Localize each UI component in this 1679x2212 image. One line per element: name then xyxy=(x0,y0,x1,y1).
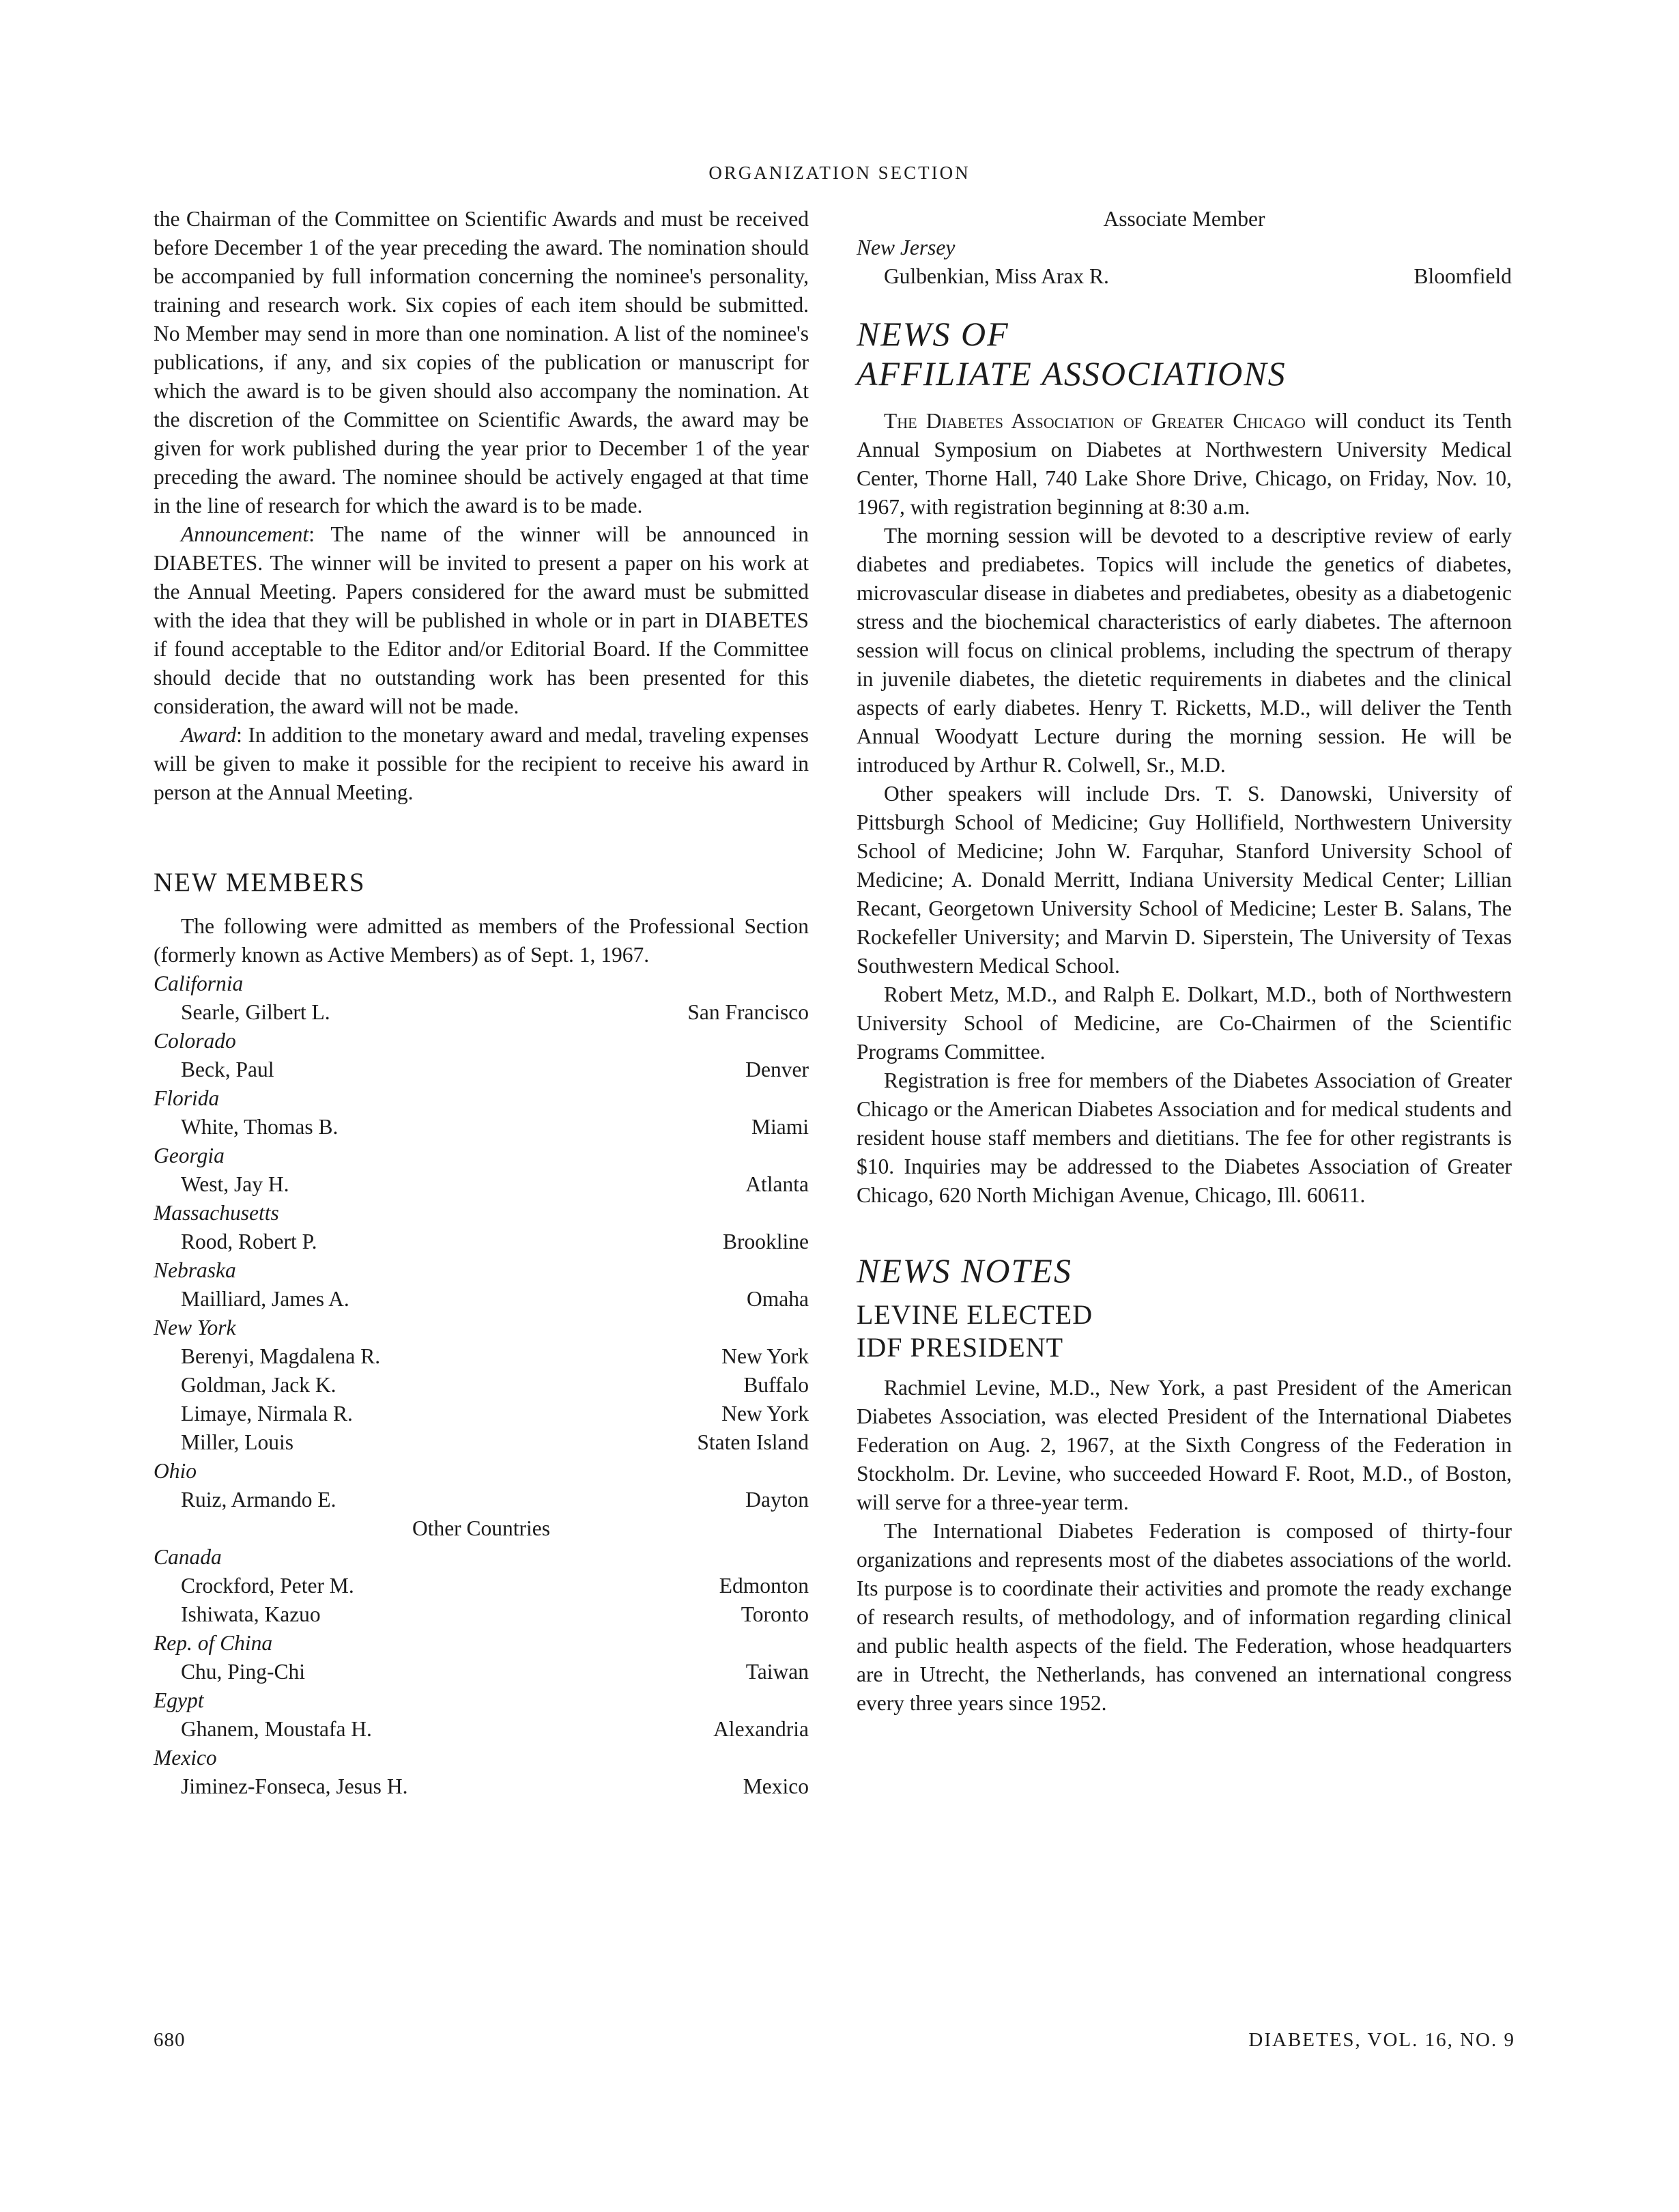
member-state: Rep. of China xyxy=(154,1631,273,1655)
affiliate-heading-line1: NEWS OF xyxy=(857,315,1009,353)
us-member-list xyxy=(154,969,809,1514)
member-entry xyxy=(154,1285,809,1314)
affiliate-paragraph-4: Robert Metz, M.D., and Ralph E. Dolkart, M.D., both of Northwestern University School of Medicine, are Co-Chairmen of the Scientific Programs Committee. xyxy=(857,982,1512,1064)
member-entry xyxy=(154,1228,809,1256)
affiliate-heading xyxy=(857,314,1512,393)
levine-heading-line2: IDF PRESIDENT xyxy=(857,1332,1064,1363)
member-name: Berenyi, Magdalena R. xyxy=(181,1344,381,1368)
member-state: Egypt xyxy=(154,1688,204,1712)
associate-member-heading: Associate Member xyxy=(1103,207,1265,231)
member-city: New York xyxy=(721,1344,809,1368)
member-entry xyxy=(154,1428,809,1457)
member-name: Goldman, Jack K. xyxy=(181,1373,336,1397)
member-name: Limaye, Nirmala R. xyxy=(181,1402,353,1426)
member-city: San Francisco xyxy=(687,1000,809,1024)
member-state: New York xyxy=(154,1316,236,1339)
member-entry xyxy=(154,1658,809,1686)
levine-heading-line1: LEVINE ELECTED xyxy=(857,1299,1093,1330)
member-entry xyxy=(154,1113,809,1142)
member-city: Dayton xyxy=(745,1488,809,1512)
member-name: Miller, Louis xyxy=(181,1430,293,1454)
member-city: Staten Island xyxy=(697,1430,809,1454)
member-city: New York xyxy=(721,1402,809,1426)
member-name: West, Jay H. xyxy=(181,1172,289,1196)
member-city: Toronto xyxy=(741,1602,809,1626)
announcement-paragraph xyxy=(154,520,809,721)
member-name: Jiminez-Fonseca, Jesus H. xyxy=(181,1774,408,1798)
member-name: Searle, Gilbert L. xyxy=(181,1000,330,1024)
levine-paragraph-1: Rachmiel Levine, M.D., New York, a past President of the American Diabetes Association, was elected President of the International Diabetes Federation on Aug. 2, 1967, at the Sixth Congress of the Federation in Stockholm. Dr. Levine, who succeeded Howard F. Root, M.D., of Boston, will serve for a three-year term. xyxy=(857,1376,1512,1514)
chicago-association-name: The Diabetes Association of Greater Chicago xyxy=(884,409,1306,433)
member-city: Omaha xyxy=(747,1287,809,1311)
page-number: 680 xyxy=(154,2029,186,2051)
member-entry xyxy=(154,1486,809,1514)
member-name: Ruiz, Armando E. xyxy=(181,1488,336,1512)
affiliate-paragraph-1 xyxy=(857,407,1512,522)
member-state: Mexico xyxy=(154,1746,217,1770)
member-name: White, Thomas B. xyxy=(181,1115,339,1139)
member-state: Georgia xyxy=(154,1144,225,1167)
member-entry xyxy=(154,1400,809,1428)
member-state: Ohio xyxy=(154,1459,197,1483)
member-entry xyxy=(154,1342,809,1371)
affiliate-heading-line2: AFFILIATE ASSOCIATIONS xyxy=(857,354,1287,393)
member-entry xyxy=(154,1055,809,1084)
member-state: California xyxy=(154,972,244,995)
left-column xyxy=(154,205,809,1801)
other-countries-heading: Other Countries xyxy=(412,1516,551,1540)
affiliate-paragraph-2: The morning session will be devoted to a descriptive review of early diabetes and prediabetes. Topics will include the genetics of diabetes, microvascular disease in diabetes and prediabetes, obesity as a diabetogenic stress and the biochemical characteristics of early diabetes. The afternoon session will focus on clinical problems, including the spectrum of therapy in juvenile diabetes, the dietetic requirements in diabetes and the clinical aspects of early diabetes. Henry T. Ricketts, M.D., will deliver the Tenth Annual Woodyatt Lecture during the morning session. He will be introduced by Arthur R. Colwell, Sr., M.D. xyxy=(857,524,1512,777)
member-city: Brookline xyxy=(723,1230,809,1253)
member-entry xyxy=(857,262,1512,291)
member-name: Rood, Robert P. xyxy=(181,1230,317,1253)
member-entry xyxy=(154,998,809,1027)
new-members-intro: The following were admitted as members of the Professional Section (formerly known as Active Members) as of Sept. 1, 1967. xyxy=(154,914,809,967)
member-city: Bloomfield xyxy=(1413,264,1512,288)
member-city: Mexico xyxy=(743,1774,809,1798)
member-state: Colorado xyxy=(154,1029,236,1053)
member-name: Chu, Ping-Chi xyxy=(181,1660,306,1684)
member-name: Mailliard, James A. xyxy=(181,1287,349,1311)
affiliate-paragraph-1-text: will conduct its Tenth Annual Symposium on Diabetes at Northwestern University Medical Center, Thorne Hall, 740 Lake Shore Drive, Chicago, on Friday, Nov. 10, 1967, with registration beginning at 8:30 a.m. xyxy=(857,409,1512,519)
member-city: Taiwan xyxy=(745,1660,809,1684)
member-state: Massachusetts xyxy=(154,1201,279,1225)
award-text: : In addition to the monetary award and medal, traveling expenses will be given to make it possible for the recipient to receive his award in person at the Annual Meeting. xyxy=(154,723,809,804)
member-city: Alexandria xyxy=(713,1717,809,1741)
announcement-text: : The name of the winner will be announced in DIABETES. The winner will be invited to present a paper on his work at the Annual Meeting. Papers considered for the award must be submitted with the idea that they will be published in whole or in part in DIABETES if found acceptable to the Editor and/or Editorial Board. If the Committee should decide that no outstanding work has been presented for this consideration, the award will not be made. xyxy=(154,522,809,718)
member-city: Edmonton xyxy=(719,1574,809,1598)
member-name: Gulbenkian, Miss Arax R. xyxy=(884,264,1109,288)
member-state: New Jersey xyxy=(857,236,956,259)
member-city: Denver xyxy=(745,1058,809,1081)
journal-citation: DIABETES, VOL. 16, NO. 9 xyxy=(1248,2029,1515,2051)
member-entry xyxy=(154,1170,809,1199)
member-entry xyxy=(154,1572,809,1600)
member-state: Nebraska xyxy=(154,1258,236,1282)
member-name: Beck, Paul xyxy=(181,1058,274,1081)
foreign-member-list xyxy=(154,1543,809,1801)
member-entry xyxy=(154,1772,809,1801)
member-entry xyxy=(154,1371,809,1400)
running-head: ORGANIZATION SECTION xyxy=(708,162,971,183)
levine-heading xyxy=(857,1299,1512,1364)
member-name: Ghanem, Moustafa H. xyxy=(181,1717,372,1741)
member-city: Miami xyxy=(751,1115,809,1139)
award-terms-paragraph xyxy=(154,721,809,807)
member-entry xyxy=(154,1600,809,1629)
announcement-label: Announcement xyxy=(181,522,309,546)
affiliate-paragraph-3: Other speakers will include Drs. T. S. Danowski, University of Pittsburgh School of Medicine; Guy Hollifield, Northwestern University School of Medicine; John W. Farquhar, Stanford University School of Medicine; A. Donald Merritt, Indiana University Medical Center; Lillian Recant, Georgetown University School of Medicine; Lester B. Salans, The Rockefeller University; and Marvin D. Siperstein, The University of Texas Southwestern Medical School. xyxy=(857,782,1512,978)
member-city: Buffalo xyxy=(743,1373,809,1397)
member-state: Florida xyxy=(154,1086,220,1110)
member-entry xyxy=(154,1715,809,1744)
member-city: Atlanta xyxy=(745,1172,809,1196)
award-label: Award xyxy=(181,723,237,747)
new-members-heading: NEW MEMBERS xyxy=(154,868,366,897)
member-name: Ishiwata, Kazuo xyxy=(181,1602,321,1626)
right-column xyxy=(857,205,1512,1718)
award-paragraph: the Chairman of the Committee on Scientific Awards and must be received before December 1 of the year preceding the award. The nomination should be accompanied by full information concerning the nominee's personality, training and research work. Six copies of each item should be submitted. No Member may send in more than one nomination. A list of the nominee's publications, if any, and six copies of the publication or manuscript for which the award is to be given should also accompany the nomination. At the discretion of the Committee on Scientific Awards, the award may be given for work published during the year prior to December 1 of the year preceding the award. The nominee should be actively engaged at that time in the line of research for which the award is to be made. xyxy=(154,207,809,517)
member-name: Crockford, Peter M. xyxy=(181,1574,354,1598)
levine-paragraph-2: The International Diabetes Federation is composed of thirty-four organizations and represents most of the diabetes associations of the world. Its purpose is to coordinate their activities and promote the ready exchange of research results, of methodology, and of information regarding clinical and public health aspects of the field. The Federation, whose headquarters are in Utrecht, the Netherlands, has convened an international congress every three years since 1952. xyxy=(857,1519,1512,1715)
news-notes-heading: NEWS NOTES xyxy=(857,1251,1072,1290)
member-state: Canada xyxy=(154,1545,222,1569)
affiliate-paragraph-5: Registration is free for members of the Diabetes Association of Greater Chicago or the American Diabetes Association and for medical students and resident house staff members and dietitians. The fee for other registrants is $10. Inquiries may be addressed to the Diabetes Association of Greater Chicago, 620 North Michigan Avenue, Chicago, Ill. 60611. xyxy=(857,1068,1512,1207)
